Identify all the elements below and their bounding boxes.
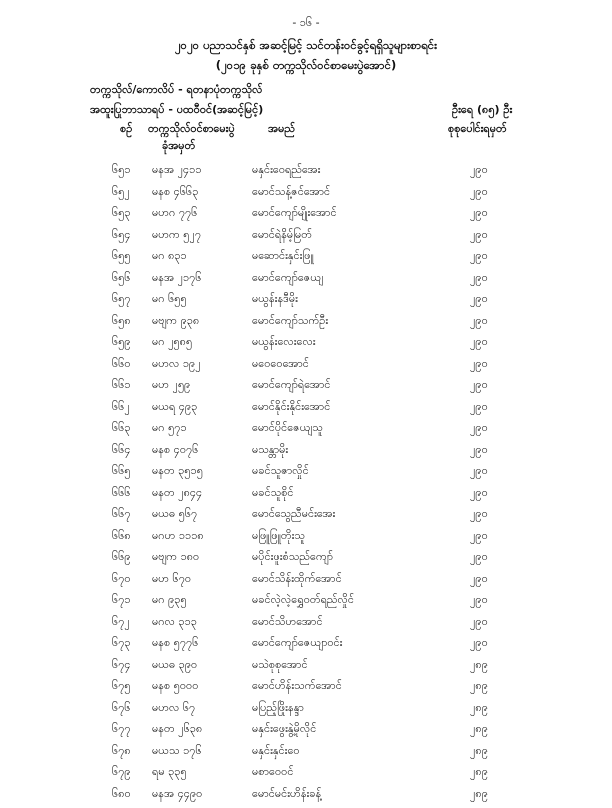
row-number: ၆၅၄ <box>112 228 131 244</box>
row-reg-number: မဂလ ၃၁၃ <box>152 615 197 631</box>
row-reg-number: ရမ ၃၃၅ <box>152 765 187 781</box>
row-number: ၆၇၅ <box>112 679 131 695</box>
row-name: မဖြူဖြူတိုးသူ <box>252 529 305 545</box>
row-number: ၆၇၁ <box>112 593 131 609</box>
row-number: ၆၆၆ <box>112 486 131 502</box>
row-reg-number: မဟလ ၁၉၂ <box>152 357 201 373</box>
row-name: မောင်သိန်းထိုက်အောင် <box>252 572 342 588</box>
row-mark: ၂၉၀ <box>470 529 488 545</box>
row-mark: ၂၉၀ <box>470 271 488 287</box>
row-reg-number: မဂ ၉၃၅ <box>152 593 187 609</box>
table-row <box>0 335 612 357</box>
table-row <box>0 636 612 658</box>
row-reg-number: မဂ ၆၅၅ <box>152 292 187 308</box>
row-number: ၆၆၅ <box>112 464 131 480</box>
row-reg-number: မဟလ ၆၇ <box>152 701 195 717</box>
table-row <box>0 658 612 680</box>
row-reg-number: မဂ ၅၇၁ <box>152 421 187 437</box>
row-mark: ၂၉၀ <box>470 292 488 308</box>
row-name: မသဲစုစုအောင် <box>252 658 308 674</box>
row-reg-number: မဂ ၈၃၁ <box>152 249 187 265</box>
row-name: မောင်ကျော်ရဲအောင် <box>252 378 330 394</box>
table-row <box>0 701 612 723</box>
row-name: မခင်သူဇာလှိုင် <box>252 464 309 480</box>
row-reg-number: မဟက ၅၂၇ <box>152 228 201 244</box>
row-mark: ၂၈၉ <box>470 765 488 781</box>
row-name: မနှင်းဝေရည်အေး <box>252 163 320 179</box>
row-reg-number: မနအ ၄၄၉၀ <box>152 787 202 803</box>
row-mark: ၂၈၉ <box>470 744 488 760</box>
document-title: ၂၀၂၀ ပညာသင်နှစ် အဆင့်မြင့် သင်တန်းဝင်ခွင့်ရရှိသူများစာရင်း <box>0 38 612 55</box>
row-name: မဝေဝေအောင် <box>252 357 309 373</box>
table-row <box>0 765 612 787</box>
table-row <box>0 529 612 551</box>
row-name: မောင်သန့်ဇင်အောင် <box>252 185 330 201</box>
row-mark: ၂၉၀ <box>470 572 488 588</box>
row-mark: ၂၉၀ <box>470 335 488 351</box>
row-name: မောင်ကျော်မျိုးအောင် <box>252 206 337 222</box>
row-name: မခင်သူစိုင် <box>252 486 294 502</box>
row-mark: ၂၉၀ <box>470 185 488 201</box>
table-row <box>0 572 612 594</box>
row-mark: ၂၉၀ <box>470 357 488 373</box>
page-number: - ၁၆ - <box>0 16 612 32</box>
row-mark: ၂၉၀ <box>470 593 488 609</box>
row-number: ၆၆၄ <box>112 443 131 459</box>
row-mark: ၂၉၀ <box>470 314 488 330</box>
table-row <box>0 357 612 379</box>
row-name: မနှင်းနှင်းဝေ <box>252 744 300 760</box>
row-mark: ၂၉၀ <box>470 507 488 523</box>
row-number: ၆၅၁ <box>112 163 131 179</box>
row-mark: ၂၈၉ <box>470 722 488 738</box>
row-mark: ၂၉၀ <box>470 636 488 652</box>
table-row <box>0 163 612 185</box>
row-number: ၆၆၇ <box>112 507 131 523</box>
table-row <box>0 550 612 572</box>
row-name: မောင်နိုင်းနိုင်းအောင် <box>252 400 330 416</box>
row-name: မောင်ကျော်ဇေယျ <box>252 271 323 287</box>
row-number: ၆၆၈ <box>112 529 131 545</box>
row-number: ၆၇၄ <box>112 658 131 674</box>
row-reg-number: မနစ ၄၆၆၃ <box>152 185 198 201</box>
row-mark: ၂၉၀ <box>470 615 488 631</box>
table-row <box>0 464 612 486</box>
row-number: ၆၇၃ <box>112 636 131 652</box>
results-table <box>0 163 612 808</box>
table-row <box>0 722 612 744</box>
quota-label: ဦးရေ (၈၅) ဦး <box>452 103 512 119</box>
table-row <box>0 443 612 465</box>
row-reg-number: မနတ ၂၆၃၈ <box>152 722 202 738</box>
row-mark: ၂၈၉ <box>470 787 488 803</box>
row-name: မောင်ဟိန်းသက်အောင် <box>252 679 342 695</box>
row-name: မနှင်းဖွေးနွဲ့မိုလိုင် <box>252 722 316 738</box>
row-name: မောင်ကျော်သက်ဦး <box>252 314 328 330</box>
row-mark: ၂၉၀ <box>470 249 488 265</box>
row-name: မသန္တာမိုး <box>252 443 288 459</box>
row-mark: ၂၉၀ <box>470 163 488 179</box>
table-row <box>0 421 612 443</box>
university-label: တက္ကသိုလ်/ကောလိပ် - ရတနာပုံတက္ကသိုလ် <box>90 83 262 99</box>
row-name: မခင်လဲ့လဲ့ရွှေဝတ်ရည်လှိုင် <box>252 593 354 609</box>
row-name: မဆောင်းနှင်းဖြူ <box>252 249 314 265</box>
table-row <box>0 228 612 250</box>
header-mark: စုစုပေါင်းရမှတ် <box>448 122 507 138</box>
table-row <box>0 507 612 529</box>
row-mark: ၂၉၀ <box>470 378 488 394</box>
row-name: မောင်မင်းဟိန်းခန့် <box>252 787 321 803</box>
row-reg-number: မဟ ၂၅၉ <box>152 378 190 394</box>
department-label: အထူးပြုဘာသာရပ် - ပထဝီဝင်(အဆင့်မြင့်) <box>90 103 263 119</box>
row-reg-number: မနတ ၂၈၄၄ <box>152 486 202 502</box>
row-reg-number: မနစ ၅၇၇၆ <box>152 636 198 652</box>
table-row <box>0 615 612 637</box>
row-mark: ၂၈၉ <box>470 701 488 717</box>
row-number: ၆၆၂ <box>112 400 130 416</box>
row-reg-number: မဂဟ ၁၁၁၈ <box>152 529 204 545</box>
row-name: မောင်ကျော်ဇေယျာဝင်း <box>252 636 342 652</box>
row-number: ၆၇၂ <box>112 615 130 631</box>
row-number: ၆၅၉ <box>112 335 131 351</box>
table-row <box>0 292 612 314</box>
document-subtitle: (၂၀၁၉ ခုနှစ် တက္ကသိုလ်ဝင်စာမေးပွဲအောင်) <box>0 58 612 75</box>
table-row <box>0 486 612 508</box>
row-number: ၆၆၁ <box>112 378 131 394</box>
row-name: မစာဝေဝင် <box>252 765 293 781</box>
row-reg-number: မနတ ၃၅၁၅ <box>152 464 203 480</box>
row-reg-number: မယဓ ၃၉၀ <box>152 658 197 674</box>
row-number: ၆၇၇ <box>112 722 131 738</box>
row-reg-number: မယသ ၁၇၆ <box>152 744 202 760</box>
row-mark: ၂၈၉ <box>470 679 488 695</box>
row-number: ၆၆၀ <box>112 357 131 373</box>
row-number: ၆၆၃ <box>112 421 131 437</box>
row-reg-number: မဟ ၆၇၀ <box>152 572 191 588</box>
table-row <box>0 271 612 293</box>
table-row <box>0 400 612 422</box>
row-mark: ၂၉၀ <box>470 464 488 480</box>
row-number: ၆၇၉ <box>112 765 131 781</box>
row-name: မပိုင်းဖူးစံသည်ကျော် <box>252 550 333 566</box>
header-reg-line2: ခုံအမှတ် <box>162 139 195 155</box>
row-mark: ၂၉၀ <box>470 400 488 416</box>
row-name: မောင်သွေညီမင်းအေး <box>252 507 335 523</box>
row-number: ၆၅၇ <box>112 292 131 308</box>
row-name: မောင်ပိုင်ဇေယျသူ <box>252 421 323 437</box>
row-reg-number: မယရ ၄၉၃ <box>152 400 197 416</box>
row-number: ၆၇၈ <box>112 744 131 760</box>
table-row <box>0 593 612 615</box>
row-mark: ၂၉၀ <box>470 550 488 566</box>
row-reg-number: မဂ ၂၅၈၅ <box>152 335 192 351</box>
row-number: ၆၅၈ <box>112 314 131 330</box>
header-name: အမည် <box>268 122 295 138</box>
table-row <box>0 787 612 808</box>
table-row <box>0 378 612 400</box>
row-name: မောင်ရဲနိမ့်မြတ် <box>252 228 312 244</box>
table-row <box>0 744 612 766</box>
row-mark: ၂၉၀ <box>470 228 488 244</box>
row-number: ၆၅၃ <box>112 206 131 222</box>
row-number: ၆၈၀ <box>112 787 131 803</box>
row-number: ၆၇၆ <box>112 701 131 717</box>
row-mark: ၂၉၀ <box>470 421 488 437</box>
row-name: မယွန်းနဒီမိုး <box>252 292 298 308</box>
row-number: ၆၅၅ <box>112 249 131 265</box>
header-reg: တက္ကသိုလ်ဝင်စာမေးပွဲ <box>148 122 235 138</box>
row-name: မယွန်းလေးလေး <box>252 335 316 351</box>
row-mark: ၂၉၀ <box>470 206 488 222</box>
row-reg-number: မနအ ၂၁၇၆ <box>152 271 202 287</box>
table-row <box>0 679 612 701</box>
row-name: မောင်သိဟအောင် <box>252 615 323 631</box>
header-no: စဉ် <box>120 122 132 138</box>
row-reg-number: မနအ ၂၄၁၁ <box>152 163 202 179</box>
row-mark: ၂၉၀ <box>470 443 488 459</box>
table-row <box>0 249 612 271</box>
row-reg-number: မနစ ၅၀၀၀ <box>152 679 198 695</box>
row-number: ၆၅၂ <box>112 185 130 201</box>
row-reg-number: မယဓ ၅၆၇ <box>152 507 197 523</box>
table-row <box>0 185 612 207</box>
row-number: ၆၅၆ <box>112 271 131 287</box>
table-row <box>0 206 612 228</box>
row-reg-number: မနစ ၄၀၇၆ <box>152 443 198 459</box>
row-mark: ၂၈၉ <box>470 658 488 674</box>
row-number: ၆၇၀ <box>112 572 131 588</box>
row-reg-number: မဗျက ၁၈၀ <box>152 550 199 566</box>
row-name: မပြည့်ဖြိုးနန္ဒာ <box>252 701 304 717</box>
row-reg-number: မဗျက ၉၃၈ <box>152 314 199 330</box>
row-reg-number: မဟဂ ၇၇၆ <box>152 206 197 222</box>
table-row <box>0 314 612 336</box>
row-number: ၆၆၉ <box>112 550 131 566</box>
row-mark: ၂၉၀ <box>470 486 488 502</box>
